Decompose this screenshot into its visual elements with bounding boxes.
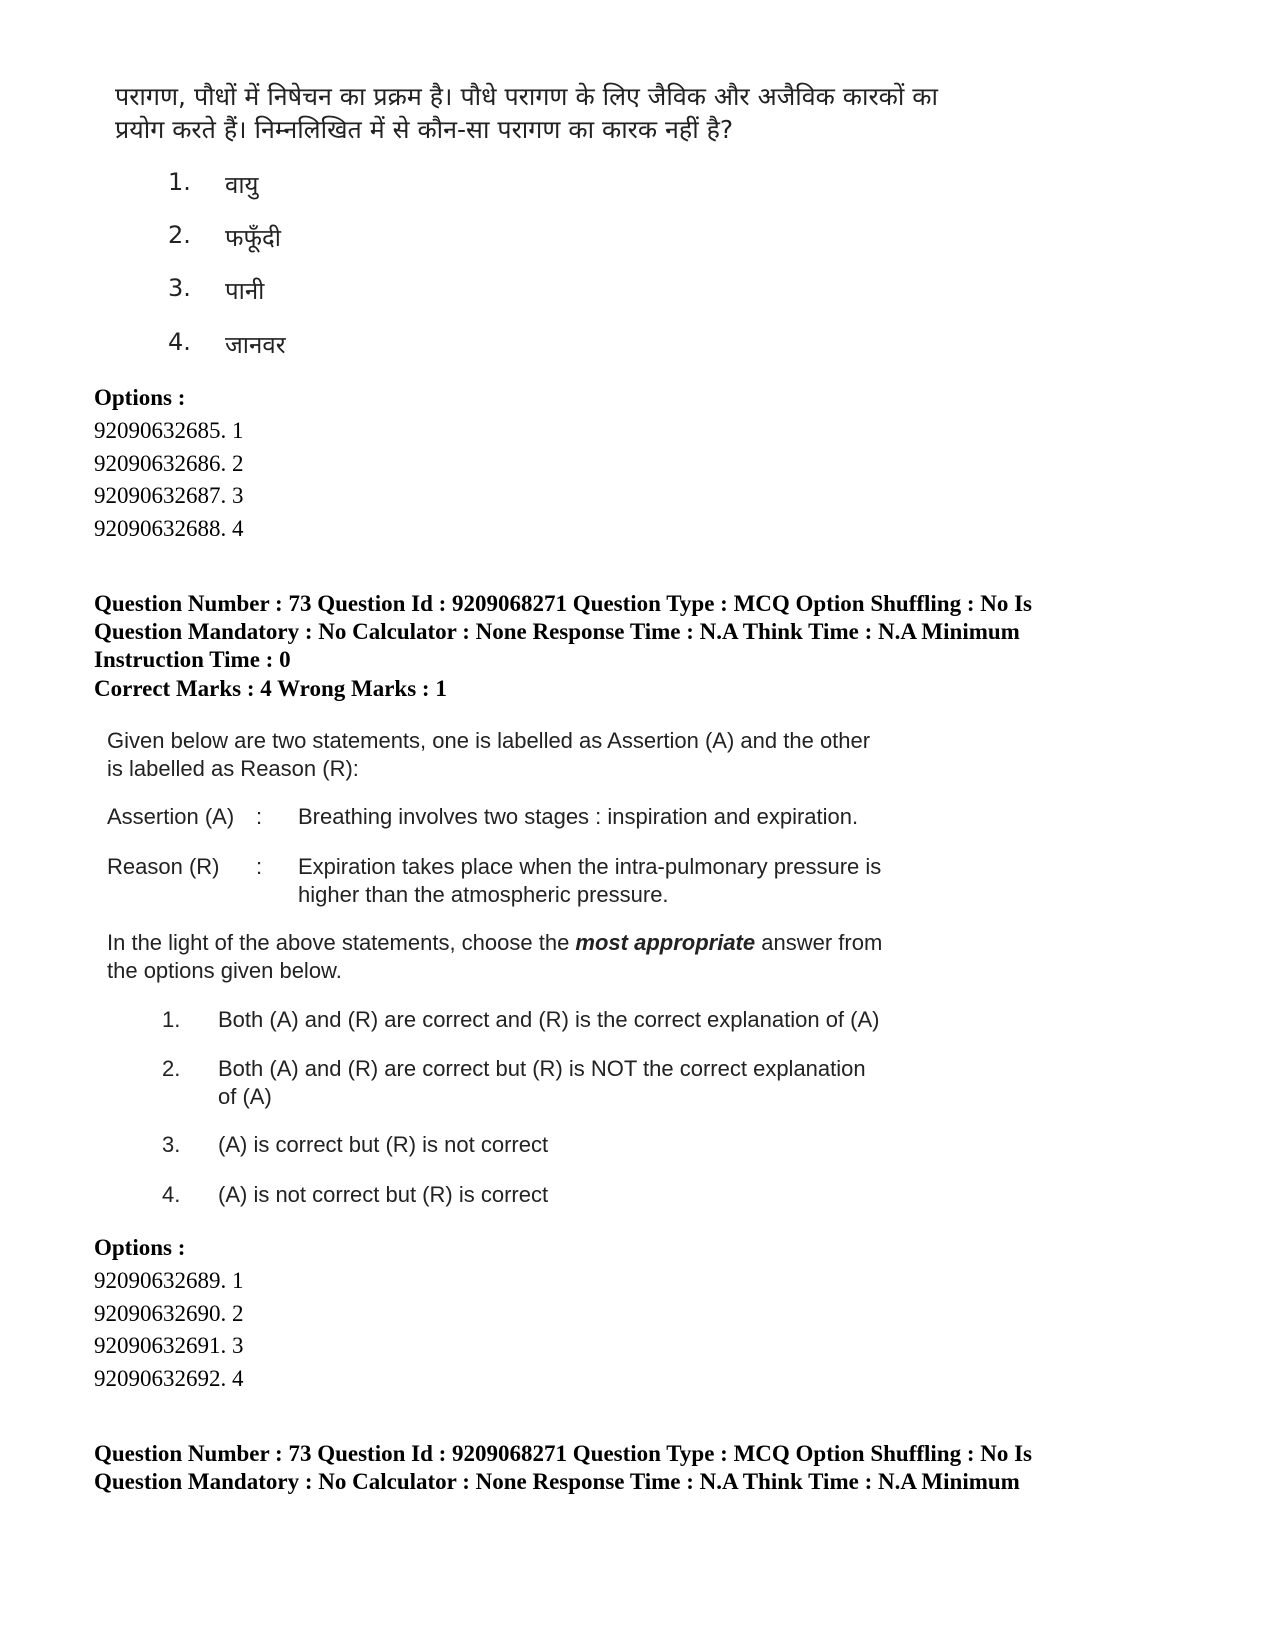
option-line: 92090632690. 2 xyxy=(94,1301,244,1326)
choice-number: 4. xyxy=(162,1182,181,1207)
choice-text: पानी xyxy=(225,277,265,305)
meta-line: Question Number : 73 Question Id : 9209068271 Question Type : MCQ Option Shuffling : No Is xyxy=(94,591,1033,616)
question-instruction xyxy=(107,929,1007,985)
meta-line: Question Number : 73 Question Id : 9209068271 Question Type : MCQ Option Shuffling : No Is xyxy=(94,1441,1033,1466)
option-line: 92090632689. 1 xyxy=(94,1268,244,1293)
hindi-choice-1 xyxy=(168,168,568,198)
instruction-line: the options given below. xyxy=(107,958,342,983)
hindi-question-line: प्रयोग करते हैं। निम्नलिखित में से कौन-सा परागण का कारक नहीं है? xyxy=(115,115,734,144)
reason-label: Reason (R) xyxy=(107,854,220,879)
question-intro xyxy=(107,727,1007,783)
choice-text: वायु xyxy=(225,171,259,199)
choice-text: फफूँदी xyxy=(225,224,281,252)
option-line: 92090632687. 3 xyxy=(94,483,244,508)
meta-line: Instruction Time : 0 xyxy=(94,647,291,672)
hindi-choice-4 xyxy=(168,328,568,358)
option-line: 92090632691. 3 xyxy=(94,1333,244,1358)
hindi-choice-3 xyxy=(168,274,568,304)
reason-colon: : xyxy=(256,854,263,879)
choice-number: 2. xyxy=(162,1056,181,1081)
intro-line: Given below are two statements, one is labelled as Assertion (A) and the other xyxy=(107,728,871,753)
instruction-emphasis: most appropriate xyxy=(575,930,756,955)
instruction-line xyxy=(107,929,1007,957)
english-choice-1 xyxy=(162,1006,962,1036)
assertion-label: Assertion (A) xyxy=(107,804,235,829)
choice-text: जानवर xyxy=(225,331,286,359)
meta-line: Question Mandatory : No Calculator : None Response Time : N.A Think Time : N.A Minimum xyxy=(94,1469,1020,1494)
marks-line: Correct Marks : 4 Wrong Marks : 1 xyxy=(94,676,447,701)
question-meta xyxy=(94,590,1194,674)
options-label: Options : xyxy=(94,385,186,410)
option-line: 92090632692. 4 xyxy=(94,1366,244,1391)
meta-line: Question Mandatory : No Calculator : None Response Time : N.A Think Time : N.A Minimum xyxy=(94,619,1020,644)
choice-text: (A) is not correct but (R) is correct xyxy=(218,1182,549,1207)
choice-text: Both (A) and (R) are correct and (R) is the correct explanation of (A) xyxy=(218,1007,880,1032)
hindi-question-line: परागण, पौधों में निषेचन का प्रक्रम है। पौधे परागण के लिए जैविक और अजैविक कारकों का xyxy=(115,82,938,111)
assertion-colon: : xyxy=(256,804,263,829)
reason-line: Expiration takes place when the intra-pulmonary pressure is xyxy=(298,854,882,879)
choice-number: 3. xyxy=(168,274,191,302)
choice-line: Both (A) and (R) are correct but (R) is NOT the correct explanation xyxy=(218,1056,866,1081)
choice-line: of (A) xyxy=(218,1084,272,1109)
choice-number: 4. xyxy=(168,328,191,356)
option-line: 92090632686. 2 xyxy=(94,451,244,476)
reason-line: higher than the atmospheric pressure. xyxy=(298,882,669,907)
english-choice-4 xyxy=(162,1181,962,1211)
choice-number: 3. xyxy=(162,1132,181,1157)
choice-number: 1. xyxy=(162,1007,181,1032)
next-question-meta xyxy=(94,1440,1194,1496)
reason-text xyxy=(298,853,998,909)
instruction-post: answer from xyxy=(755,930,883,955)
choice-number: 2. xyxy=(168,221,191,249)
choice-text: (A) is correct but (R) is not correct xyxy=(218,1132,549,1157)
assertion-text: Breathing involves two stages : inspiration and expiration. xyxy=(298,804,859,829)
options-label: Options : xyxy=(94,1235,186,1260)
hindi-question-text xyxy=(115,80,1015,146)
english-choice-3 xyxy=(162,1131,962,1161)
intro-line: is labelled as Reason (R): xyxy=(107,756,359,781)
english-choice-2 xyxy=(162,1055,962,1115)
choice-number: 1. xyxy=(168,168,191,196)
hindi-choice-2 xyxy=(168,221,568,251)
option-line: 92090632688. 4 xyxy=(94,516,244,541)
instruction-pre: In the light of the above statements, choose the xyxy=(107,930,576,955)
choice-text xyxy=(218,1055,938,1111)
option-line: 92090632685. 1 xyxy=(94,418,244,443)
